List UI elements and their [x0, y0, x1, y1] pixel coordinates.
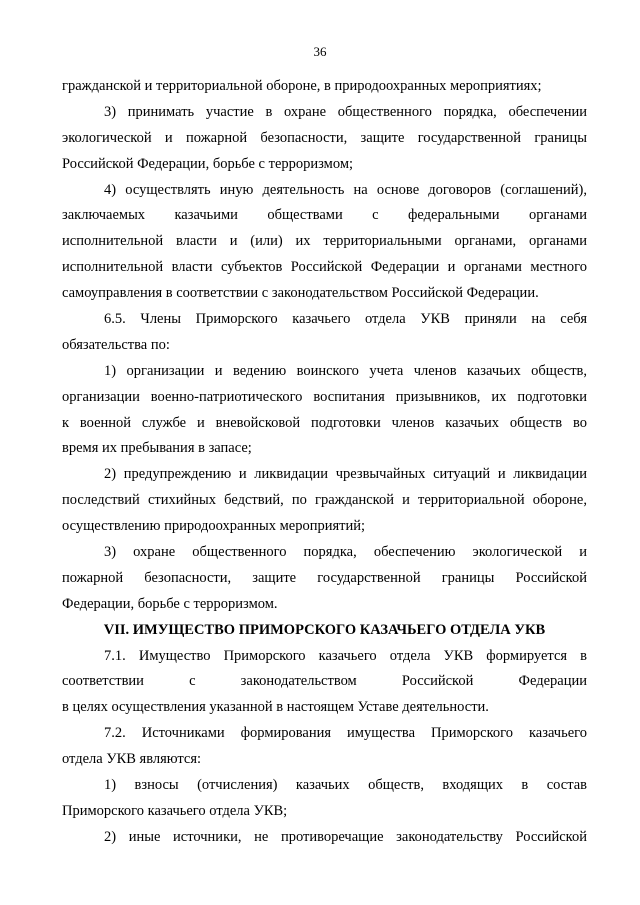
text-line: исполнительной власти субъектов Российской Федерации и органами местного	[62, 259, 587, 276]
text-line: пожарной безопасности, защите государственной границы Российской	[62, 569, 587, 586]
text-line: 1) организации и ведению воинского учета членов казачьих обществ,	[104, 362, 587, 379]
text-line: экологической и пожарной безопасности, защите государственной границы	[62, 129, 587, 146]
text-line: к военной службе и вневойсковой подготовки членов казачьих обществ во	[62, 414, 587, 431]
text-line: обязательства по:	[62, 336, 170, 353]
text-line: организации военно-патриотического воспитания призывников, их подготовки	[62, 388, 587, 405]
text-line: гражданской и территориальной обороне, в природоохранных мероприятиях;	[62, 78, 542, 94]
text-line: 3) охране общественного порядка, обеспечению экологической и	[104, 544, 587, 561]
text-line: осуществлению природоохранных мероприятий;	[62, 518, 366, 535]
text-line: исполнительной власти и (или) их территориальными органами, органами	[62, 233, 587, 250]
text-line: 2) иные источники, не противоречащие законодательству Российской	[104, 828, 587, 845]
text-line: последствий стихийных бедствий, по гражданской и территориальной обороне,	[62, 492, 587, 509]
text-line: Приморского казачьего отдела УКВ;	[62, 802, 288, 819]
text-line: заключаемых казачьими обществами с федеральными органами	[62, 207, 587, 224]
text-line: Федерации, борьбе с терроризмом.	[62, 595, 278, 612]
text-line: 7.2. Источниками формирования имущества Приморского казачьего	[104, 725, 587, 742]
text-line: 4) осуществлять иную деятельность на основе договоров (соглашений),	[104, 181, 587, 198]
text-line: соответствии с законодательством Российской Федерации	[62, 673, 587, 690]
text-line: отдела УКВ являются:	[62, 751, 202, 768]
document-body	[62, 74, 587, 851]
text-line: 6.5. Члены Приморского казачьего отдела УКВ приняли на себя	[104, 311, 587, 328]
section-heading: VII. ИМУЩЕСТВО ПРИМОРСКОГО КАЗАЧЬЕГО ОТДЕЛА УКВ	[103, 621, 546, 638]
page-number: 36	[313, 44, 327, 59]
text-line: 3) принимать участие в охране общественного порядка, обеспечении	[104, 103, 587, 120]
text-line: 7.1. Имущество Приморского казачьего отдела УКВ формируется в	[104, 647, 587, 664]
text-line: самоуправления в соответствии с законодательством Российской Федерации.	[62, 285, 539, 302]
text-line: Российской Федерации, борьбе с терроризмом;	[62, 155, 354, 172]
text-line: в целях осуществления указанной в настоящем Уставе деятельности.	[62, 699, 489, 716]
text-line: 1) взносы (отчисления) казачьих обществ, входящих в состав	[104, 777, 587, 794]
text-line: 2) предупреждению и ликвидации чрезвычайных ситуаций и ликвидации	[104, 466, 587, 483]
text-line: время их пребывания в запасе;	[62, 440, 252, 457]
